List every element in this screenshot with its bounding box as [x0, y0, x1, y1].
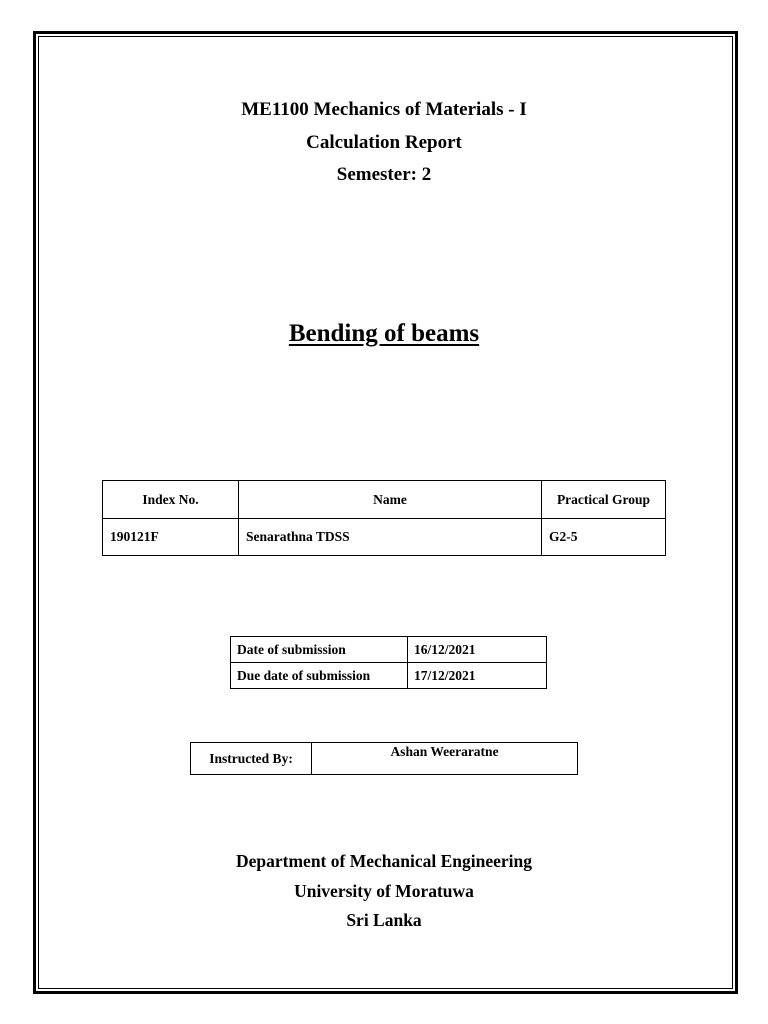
table-row — [103, 519, 666, 556]
column-header-group: Practical Group — [542, 481, 666, 519]
submission-date-value: 16/12/2021 — [408, 637, 547, 663]
instructor-table — [190, 742, 578, 775]
student-info-table — [102, 480, 666, 556]
table-row — [231, 663, 547, 689]
instructor-label: Instructed By: — [191, 743, 312, 775]
group-cell: G2-5 — [542, 519, 666, 556]
table-header-row — [103, 481, 666, 519]
table-row — [231, 637, 547, 663]
university: University of Moratuwa — [294, 881, 474, 901]
semester: Semester: 2 — [336, 164, 432, 185]
instructor-name: Ashan Weeraratne — [312, 743, 578, 775]
due-date-value: 17/12/2021 — [408, 663, 547, 689]
submission-dates-table — [230, 636, 547, 689]
column-header-name: Name — [239, 481, 542, 519]
report-title: Bending of beams — [288, 320, 480, 347]
index-no-cell: 190121F — [103, 519, 239, 556]
course-title: ME1100 Mechanics of Materials - I — [241, 99, 527, 120]
submission-date-label: Date of submission — [231, 637, 408, 663]
name-cell: Senarathna TDSS — [239, 519, 542, 556]
report-type: Calculation Report — [306, 132, 462, 153]
department: Department of Mechanical Engineering — [236, 851, 532, 871]
column-header-index: Index No. — [103, 481, 239, 519]
due-date-label: Due date of submission — [231, 663, 408, 689]
table-row — [191, 743, 578, 775]
country: Sri Lanka — [346, 910, 422, 930]
